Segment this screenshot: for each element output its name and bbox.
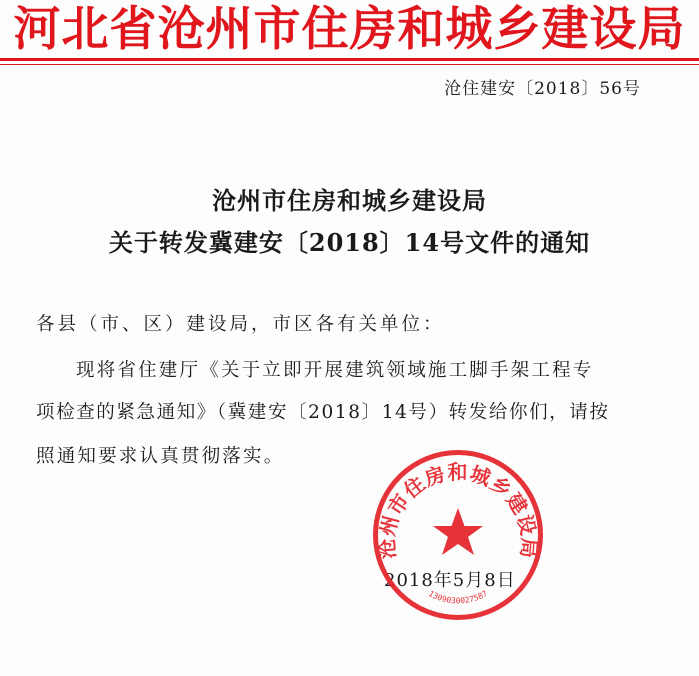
- body-line-1: 现将省住建厅《关于立即开展建筑领域施工脚手架工程专: [76, 360, 594, 381]
- document-title-line1: 沧州市住房和城乡建设局: [212, 186, 487, 215]
- org-header-title: 河北省沧州市住房和城乡建设局: [13, 2, 686, 57]
- seal-ring-text: 沧州市住房和城乡建设局: [374, 460, 542, 560]
- header-rule-thick: [0, 58, 699, 61]
- seal-graphic: [373, 450, 543, 620]
- official-seal: [373, 450, 543, 620]
- document-title-line2: 关于转发冀建安〔2018〕14号文件的通知: [108, 228, 591, 257]
- body-line-2: 项检查的紧急通知》（冀建安〔2018〕14号）转发给你们，请按: [36, 402, 610, 423]
- seal-serial: 1309030027587: [427, 588, 489, 606]
- body-line-3: 照通知要求认真贯彻落实。: [36, 446, 285, 467]
- document-number: 沧住建安〔2018〕56号: [444, 79, 641, 99]
- addressee: 各县（市、区）建设局，市区各有关单位：: [36, 314, 445, 335]
- seal-star-icon: [433, 508, 483, 555]
- document-date: 2018年5月8日: [384, 570, 516, 591]
- header-rule-thin: [0, 64, 699, 65]
